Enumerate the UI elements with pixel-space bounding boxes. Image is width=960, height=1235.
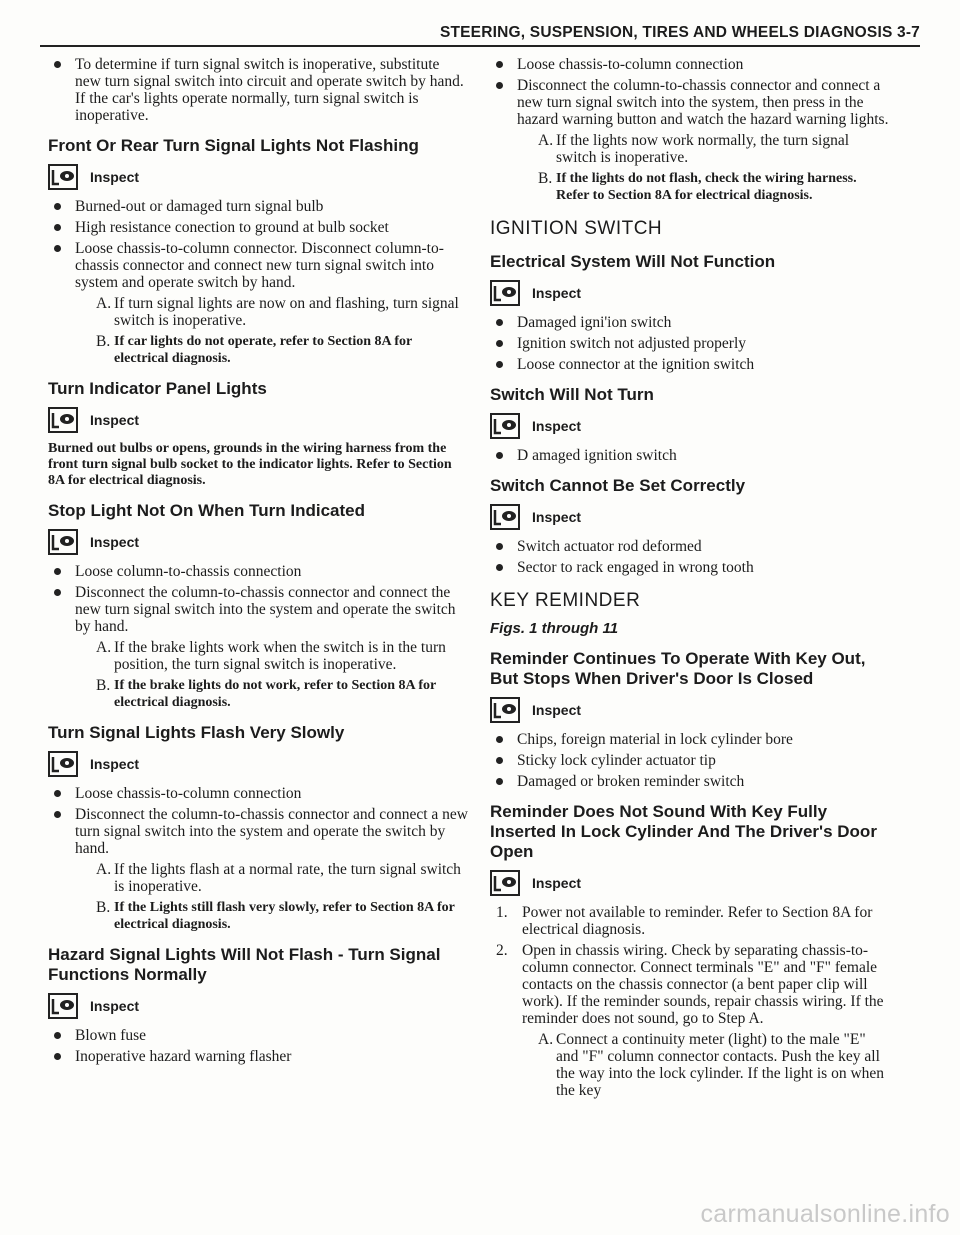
inspect-eye-icon xyxy=(48,529,78,555)
list-item: Loose connector at the ignition switch xyxy=(490,356,890,373)
sub-step: A. If turn signal lights are now on and flashing, turn signal switch is inoperative. xyxy=(96,295,459,329)
list-item: Burned-out or damaged turn signal bulb xyxy=(48,198,468,215)
sub-step: A. If the lights now work normally, the turn signal switch is inoperative. xyxy=(538,132,850,166)
left-column xyxy=(48,56,468,1069)
bullet-icon xyxy=(496,757,503,764)
inspect-eye-icon xyxy=(48,407,78,433)
sub-step: A. If the brake lights work when the switch is in the turn position, the turn signal switch is inoperative. xyxy=(96,639,446,673)
list-item: Chips, foreign material in lock cylinder bore xyxy=(490,731,890,748)
section-heading: Turn Indicator Panel Lights xyxy=(48,379,267,398)
bullet-icon xyxy=(496,340,503,347)
list-item: High resistance conection to ground at bulb socket xyxy=(48,219,468,236)
bullet-icon xyxy=(496,361,503,368)
inspect-eye-icon xyxy=(48,751,78,777)
inspect-callout: Inspect xyxy=(490,504,890,530)
sub-step: B. If the brake lights do not work, refer to Section 8A for electrical diagnosis. xyxy=(96,677,436,710)
page-header-title: STEERING, SUSPENSION, TIRES AND WHEELS DIAGNOSIS 3-7 xyxy=(439,24,920,41)
list-item: Disconnect the column-to-chassis connector and connect a new turn signal switch into the system and operate the switch by hand. xyxy=(48,806,468,857)
bullet-icon xyxy=(54,1032,61,1039)
list-item: Disconnect the column-to-chassis connector and connect the new turn signal switch into the system and operate the switch by hand. xyxy=(48,584,468,635)
bullet-icon xyxy=(54,245,61,252)
inspect-eye-icon xyxy=(48,993,78,1019)
figure-reference: Figs. 1 through 11 xyxy=(490,620,619,637)
bullet-icon xyxy=(496,543,503,550)
inspect-eye-icon xyxy=(48,164,78,190)
list-item: Sector to rack engaged in wrong tooth xyxy=(490,559,890,576)
sub-step: B. If the lights do not flash, check the wiring harness. Refer to Section 8A for electrical diagnosis. xyxy=(538,170,857,203)
inspect-callout: Inspect xyxy=(490,697,890,723)
section-heading: Switch Will Not Turn xyxy=(490,385,654,404)
section-heading: Stop Light Not On When Turn Indicated xyxy=(48,501,365,520)
watermark: carmanualsonline.info xyxy=(700,1200,950,1228)
right-column xyxy=(490,56,890,1103)
inspect-callout: Inspect xyxy=(48,164,468,190)
list-item: Disconnect the column-to-chassis connector and connect a new turn signal switch into the system, then press in the hazard warning button and watch the hazard warning lights. xyxy=(490,77,890,128)
inspect-eye-icon xyxy=(490,280,520,306)
list-item: Inoperative hazard warning flasher xyxy=(48,1048,468,1065)
inspect-callout: Inspect xyxy=(490,870,890,896)
bullet-icon xyxy=(496,564,503,571)
list-item: Switch actuator rod deformed xyxy=(490,538,890,555)
list-item: Loose chassis-to-column connector. Disconnect column-to-chassis connector and connect new turn signal switch into system and operate switch by hand. xyxy=(48,240,468,291)
indicator-paragraph: Burned out bulbs or opens, grounds in the wiring harness from the front turn signal bulb socket to the indicator lights. Refer to Section 8A for electrical diagnosis. xyxy=(48,441,452,488)
bullet-icon xyxy=(496,778,503,785)
section-heading: Hazard Signal Lights Will Not Flash - Turn Signal Functions Normally xyxy=(48,945,441,984)
bullet-icon xyxy=(54,568,61,575)
page-header xyxy=(40,14,920,47)
bullet-icon xyxy=(54,811,61,818)
section-heading: Electrical System Will Not Function xyxy=(490,252,776,271)
inspect-eye-icon xyxy=(490,697,520,723)
bullet-icon xyxy=(496,452,503,459)
bullet-icon xyxy=(54,224,61,231)
bullet-icon xyxy=(54,790,61,797)
bullet-icon xyxy=(496,736,503,743)
section-heading: Front Or Rear Turn Signal Lights Not Flashing xyxy=(48,136,419,155)
bullet-icon xyxy=(496,319,503,326)
inspect-eye-icon xyxy=(490,413,520,439)
inspect-callout: Inspect xyxy=(48,751,468,777)
list-item: To determine if turn signal switch is inoperative, substitute new turn signal switch into circuit and operate switch by hand. If the car's lights operate normally, turn signal switch is inoperative. xyxy=(48,56,468,124)
inspect-callout: Inspect xyxy=(490,413,890,439)
sub-step: A. Connect a continuity meter (light) to the male "E" and "F" column connector contacts. Push the key all the way into the lock cylinder. If the light is on when the key xyxy=(538,1031,885,1099)
list-item: Ignition switch not adjusted properly xyxy=(490,335,890,352)
numbered-item: 1. Power not available to reminder. Refer to Section 8A for electrical diagnosis. xyxy=(496,904,873,938)
bullet-icon xyxy=(496,61,503,68)
major-heading: IGNITION SWITCH xyxy=(490,218,663,239)
inspect-eye-icon xyxy=(490,504,520,530)
sub-step: B. If the Lights still flash very slowly, refer to Section 8A for electrical diagnosis. xyxy=(96,899,455,932)
section-heading: Reminder Does Not Sound With Key Fully Inserted In Lock Cylinder And The Driver's Door Open xyxy=(490,802,877,861)
inspect-eye-icon xyxy=(490,870,520,896)
list-item: Damaged or broken reminder switch xyxy=(490,773,890,790)
list-item: D amaged ignition switch xyxy=(490,447,890,464)
section-heading: Turn Signal Lights Flash Very Slowly xyxy=(48,723,345,742)
bullet-icon xyxy=(54,61,61,68)
inspect-callout: Inspect xyxy=(48,407,468,433)
list-item: Loose chassis-to-column connection xyxy=(490,56,890,73)
bullet-icon xyxy=(54,203,61,210)
major-heading: KEY REMINDER xyxy=(490,590,641,611)
list-item: Sticky lock cylinder actuator tip xyxy=(490,752,890,769)
list-item: Loose column-to-chassis connection xyxy=(48,563,468,580)
bullet-icon xyxy=(54,1053,61,1060)
inspect-callout: Inspect xyxy=(490,280,890,306)
list-item: Damaged igni'ion switch xyxy=(490,314,890,331)
sub-step: B. If car lights do not operate, refer to Section 8A for electrical diagnosis. xyxy=(96,333,412,366)
bullet-icon xyxy=(496,82,503,89)
sub-step: A. If the lights flash at a normal rate, the turn signal switch is inoperative. xyxy=(96,861,461,895)
inspect-callout: Inspect xyxy=(48,993,468,1019)
inspect-callout: Inspect xyxy=(48,529,468,555)
numbered-item: 2. Open in chassis wiring. Check by separating chassis-to-column connector. Connect terminals "E" and "F" female contacts on the chassis connector (a bent paper clip will work). If the reminder sounds, repair chassis wiring. If the reminder does not sound, go to Step A. xyxy=(496,942,884,1027)
section-heading: Reminder Continues To Operate With Key Out, But Stops When Driver's Door Is Closed xyxy=(490,649,866,688)
bullet-icon xyxy=(54,589,61,596)
list-item: Loose chassis-to-column connection xyxy=(48,785,468,802)
list-item: Blown fuse xyxy=(48,1027,468,1044)
section-heading: Switch Cannot Be Set Correctly xyxy=(490,476,746,495)
